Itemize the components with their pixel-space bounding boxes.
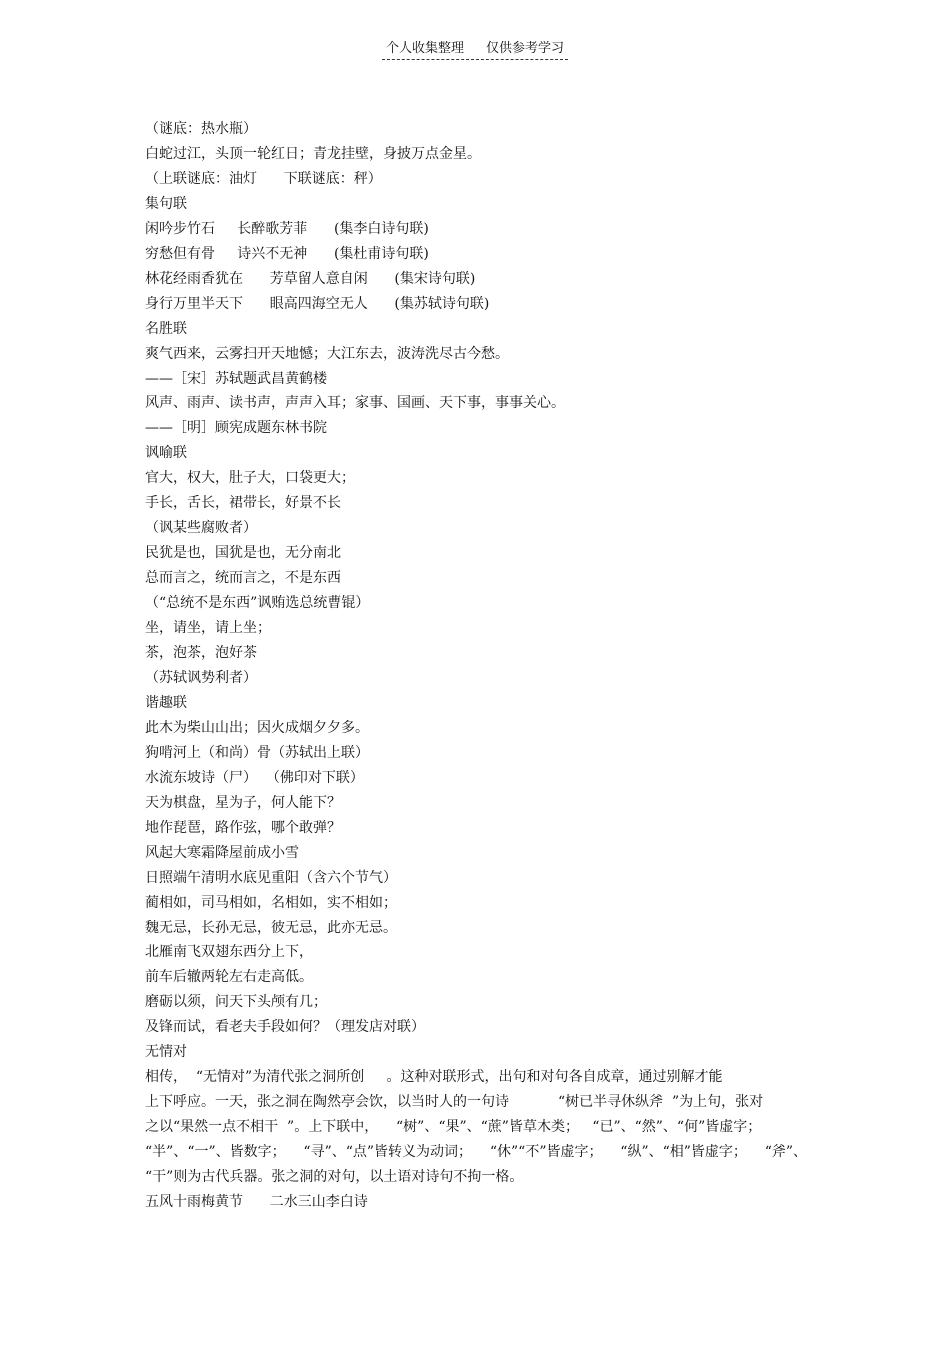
text-line: 坐，请坐，请上坐； xyxy=(145,620,271,637)
header-right-text: 仅供参考学习 xyxy=(486,41,565,56)
text-line: 此木为柴山山出；因火成烟夕夕多。 xyxy=(145,719,369,736)
header-underline xyxy=(382,40,568,60)
text-line: （谜底：热水瓶） xyxy=(145,121,257,137)
text-line: 集句联 xyxy=(145,195,187,212)
page-header xyxy=(0,40,950,60)
text-line: 磨砺以须，问天下头颅有几； xyxy=(145,994,327,1011)
text-line: 身行万里半天下 眼高四海空无人 (集苏轼诗句联) xyxy=(145,295,490,312)
text-line: 讽喻联 xyxy=(145,445,187,462)
text-line: 手长，舌长，裙带长，好景不长 xyxy=(145,495,341,512)
text-line: 风声、雨声、读书声，声声入耳；家事、国画、天下事，事事关心。 xyxy=(145,395,565,412)
text-line: 茶，泡茶，泡好茶 xyxy=(145,645,257,662)
document-body xyxy=(145,117,835,1215)
text-line: 及锋而试，看老夫手段如何？（理发店对联） xyxy=(145,1019,425,1036)
text-line: 五风十雨梅黄节 二水三山李白诗 xyxy=(145,1193,368,1210)
text-line: 风起大寒霜降屋前成小雪 xyxy=(145,844,299,861)
text-line: 日照端午清明水底见重阳（含六个节气） xyxy=(145,869,397,886)
text-line: 爽气西来，云雾扫开天地憾；大江东去，波涛洗尽古今愁。 xyxy=(145,345,509,362)
text-line: 蔺相如，司马相如，名相如，实不相如； xyxy=(145,894,397,911)
text-line: 穷愁但有骨 诗兴不无神 (集杜甫诗句联) xyxy=(145,245,429,262)
text-line: 地作琵琶，路作弦，哪个敢弹？ xyxy=(145,819,341,836)
text-line: （上联谜底：油灯 下联谜底：秤） xyxy=(145,170,382,187)
text-line: 谐趣联 xyxy=(145,694,187,711)
text-line: （讽某些腐败者） xyxy=(145,520,257,537)
text-line: ——［明］顾宪成题东林书院 xyxy=(145,420,327,437)
text-line: 水流东坡诗（尸） （佛印对下联） xyxy=(145,769,364,786)
text-line: 闲吟步竹石 长醉歌芳菲 (集李白诗句联) xyxy=(145,220,429,237)
text-line: 狗啃河上（和尚）骨（苏轼出上联） xyxy=(145,744,369,761)
text-line: 民犹是也，国犹是也，无分南北 xyxy=(145,545,341,562)
text-line: “干”则为古代兵器。张之洞的对句，以土语对诗句不拘一格。 xyxy=(145,1169,524,1186)
text-line: 上下呼应。一天，张之洞在陶然亭会饮，以当时人的一句诗 “树已半寻休纵斧 ”为上句，张对 xyxy=(145,1094,764,1111)
text-line: ——［宋］苏轼题武昌黄鹤楼 xyxy=(145,370,327,387)
text-line: 官大，权大，肚子大，口袋更大； xyxy=(145,470,355,487)
text-line: 北雁南飞双翅东西分上下， xyxy=(145,944,313,961)
text-line: （苏轼讽势利者） xyxy=(145,669,257,686)
text-line: 魏无忌，长孙无忌，彼无忌，此亦无忌。 xyxy=(145,919,397,936)
text-line: 之以“果然一点不相干 ”。上下联中， “树”、“果”、“蔗”皆草木类； “已”、“然”、“何”皆虚字； xyxy=(145,1119,762,1136)
text-line: 前车后辙两轮左右走高低。 xyxy=(145,969,313,986)
text-line: “半”、“一”、皆数字； “寻”、“点”皆转义为动词； “休”“不”皆虚字； “纵”、“相”皆虚字； “斧”、 xyxy=(145,1144,808,1161)
text-line: 名胜联 xyxy=(145,320,187,337)
text-line: 相传， “无情对”为清代张之洞所创 。这种对联形式，出句和对句各自成章，通过别解才能 xyxy=(145,1069,723,1086)
text-line: 总而言之，统而言之，不是东西 xyxy=(145,570,341,587)
header-left-text: 个人收集整理 xyxy=(385,41,464,56)
text-line: 无情对 xyxy=(145,1044,187,1061)
text-line: 林花经雨香犹在 芳草留人意自闲 (集宋诗句联) xyxy=(145,270,476,287)
text-line: （“总统不是东西”讽贿选总统曹锟） xyxy=(145,595,370,612)
text-line: 白蛇过江，头顶一轮红日；青龙挂壁，身披万点金星。 xyxy=(145,145,481,162)
text-line: 天为棋盘，星为子，何人能下？ xyxy=(145,794,341,811)
